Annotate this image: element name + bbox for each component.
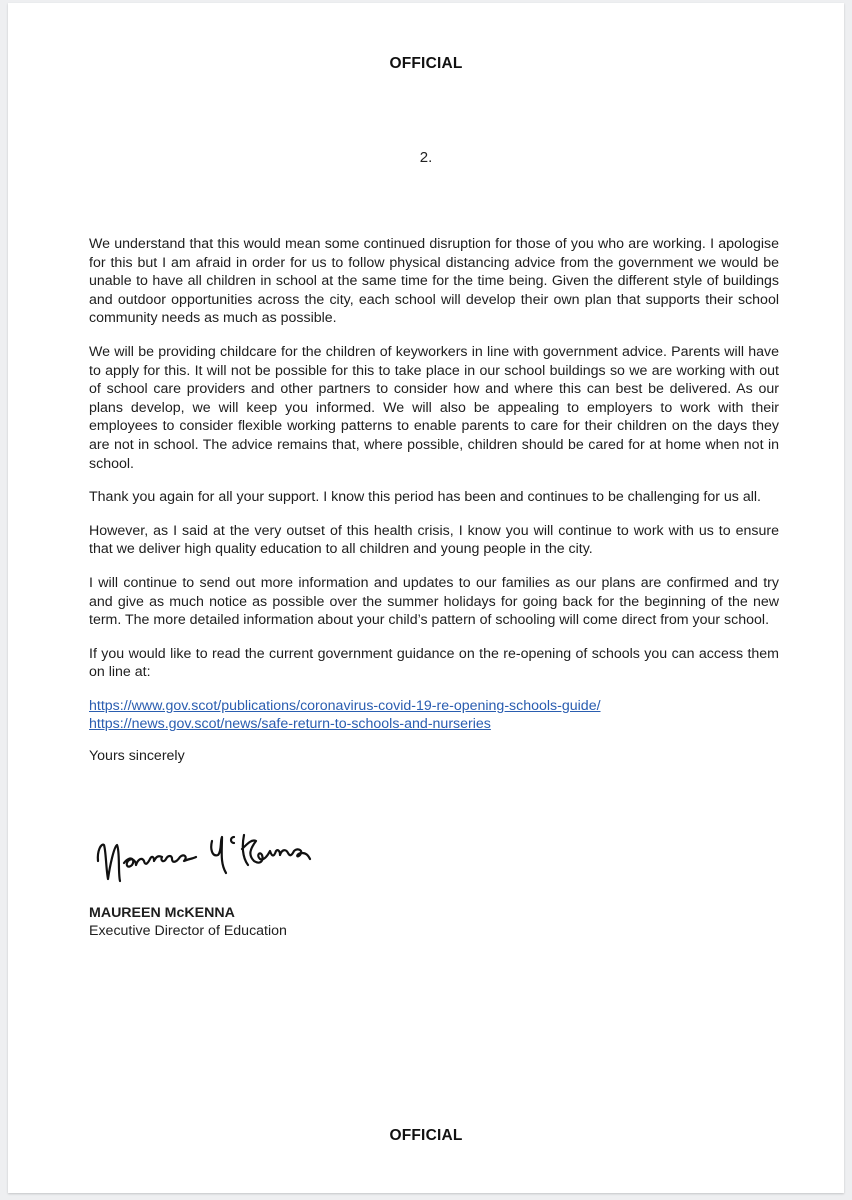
guidance-links — [89, 697, 779, 733]
paragraph-1: We understand that this would mean some continued disruption for those of you who are working. I apologise for this but I am afraid in order for us to follow physical distancing advice from the government we would be unable to have all children in school at the same time for the time being. Given the different style of buildings and outdoor opportunities across the city, each school will develop their own plan that supports their school community needs as much as possible. — [89, 236, 779, 327]
paragraph-6: If you would like to read the current government guidance on the re-opening of schools you can access them on line at: — [89, 645, 779, 681]
classification-footer: OFFICIAL — [389, 1127, 463, 1144]
paragraph-5: I will continue to send out more information and updates to our families as our plans are confirmed and try and give as much notice as possible over the summer holidays for going back for the beginning of the new term. The more detailed information about your child’s pattern of schooling will come direct from your school. — [89, 574, 779, 629]
paragraph-2: We will be providing childcare for the children of keyworkers in line with government advice. Parents will have to apply for this. It will not be possible for this to take place in our school buildings so we are working with out of school care providers and other partners to consider how and where this can best be delivered. As our plans develop, we will keep you informed. We will also be appealing to employers to work with their employees to consider flexible working patterns to enable parents to care for their children on the days they are not in school. The advice remains that, where possible, children should be cared for at home when not in school. — [89, 343, 779, 472]
signatory-name: MAUREEN McKENNA — [89, 905, 235, 921]
closing: Yours sincerely — [89, 747, 185, 764]
document-page — [8, 3, 844, 1193]
signatory-title: Executive Director of Education — [89, 923, 287, 939]
signature-image — [92, 821, 322, 901]
link-safe-return-to-schools[interactable]: https://news.gov.scot/news/safe-return-to-schools-and-nurseries — [89, 715, 491, 732]
paragraph-3: Thank you again for all your support. I know this period has been and continues to be challenging for us all. — [89, 489, 761, 506]
paragraph-4: However, as I said at the very outset of this health crisis, I know you will continue to work with us to ensure that we deliver high quality education to all children and young people in the city. — [89, 522, 779, 558]
page-number: 2. — [419, 149, 433, 166]
classification-header: OFFICIAL — [389, 55, 463, 72]
link-reopening-schools-guide[interactable]: https://www.gov.scot/publications/coronavirus-covid-19-re-opening-schools-guide/ — [89, 697, 601, 714]
letter-body — [89, 235, 779, 780]
